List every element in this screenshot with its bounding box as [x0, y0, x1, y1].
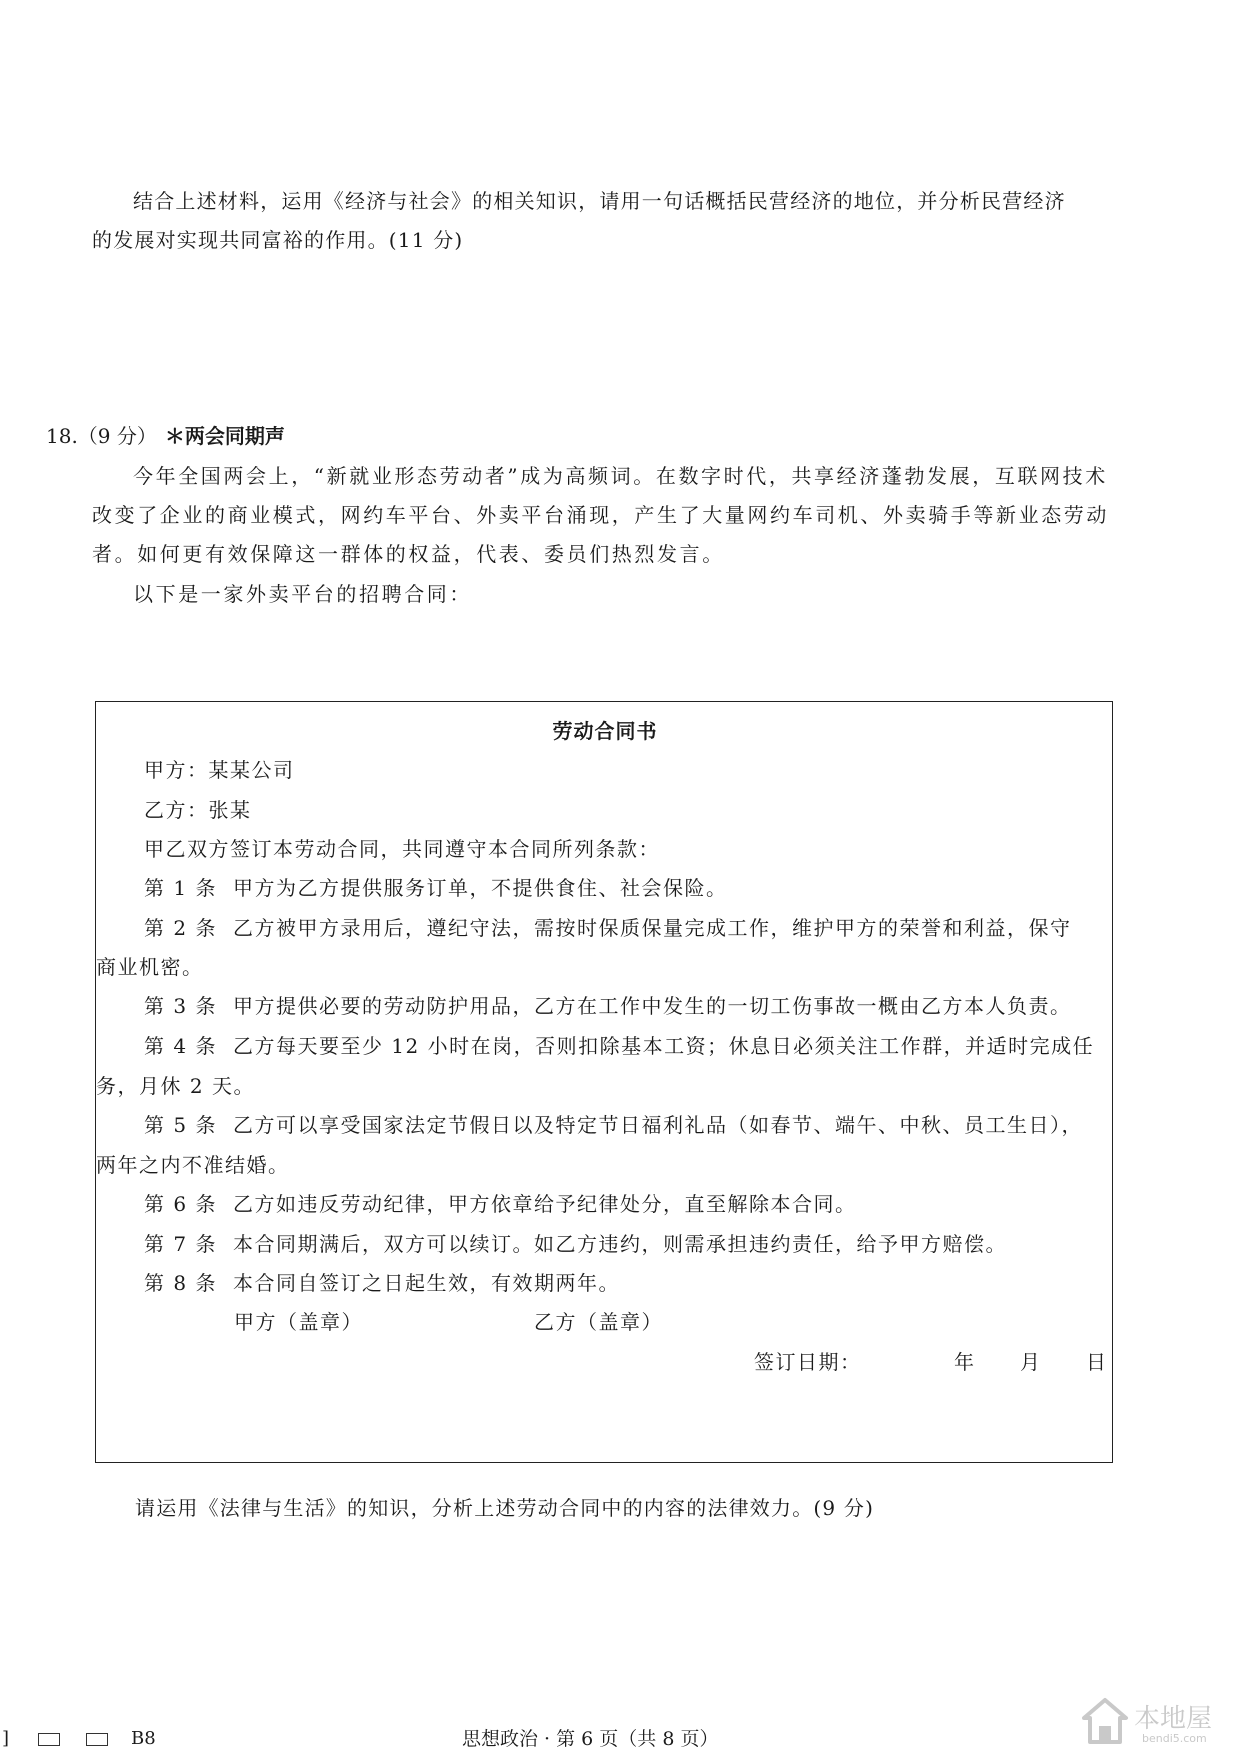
contract-party-a: 甲方：某某公司 — [144, 758, 295, 782]
sign-date-day: 日 — [1086, 1350, 1108, 1374]
q18-number: 18.（9 分） — [46, 424, 157, 448]
sign-date-month: 月 — [1020, 1350, 1042, 1374]
article-number: 第 7 条 — [144, 1232, 217, 1256]
footer-code: B8 — [131, 1728, 156, 1749]
watermark-name: 本地屋 — [1134, 1704, 1213, 1734]
contract-article-8 — [144, 1269, 620, 1297]
article-text: 本合同期满后，双方可以续订。如乙方违约，则需承担违约责任，给予甲方赔偿。 — [232, 1232, 1007, 1256]
sign-date-year: 年 — [954, 1350, 976, 1374]
article-number: 第 5 条 — [144, 1113, 217, 1137]
contract-article-5 — [144, 1111, 1083, 1139]
q17-prompt-line2: 的发展对实现共同富裕的作用。(11 分) — [92, 228, 464, 252]
q18-header — [46, 422, 285, 450]
article-number: 第 6 条 — [144, 1192, 217, 1216]
contract-article-4 — [144, 1032, 1094, 1060]
house-icon — [1080, 1696, 1130, 1746]
q18-para-line2: 改变了企业的商业模式，网约车平台、外卖平台涌现，产生了大量网约车司机、外卖骑手等新业态劳动 — [92, 503, 1109, 527]
contract-article-4-cont: 务，月休 2 天。 — [96, 1074, 255, 1098]
article-text: 乙方被甲方录用后，遵纪守法，需按时保质保量完成工作，维护甲方的荣誉和利益，保守 — [232, 916, 1072, 940]
footer-page-info: 思想政治 · 第 6 页（共 8 页） — [462, 1728, 719, 1750]
contract-article-7 — [144, 1230, 1007, 1258]
contract-article-3 — [144, 992, 1071, 1020]
article-number: 第 3 条 — [144, 994, 217, 1018]
article-text: 乙方如违反劳动纪律，甲方依章给予纪律处分，直至解除本合同。 — [232, 1192, 857, 1216]
answer-box-1 — [38, 1733, 60, 1746]
watermark-url: bendi5.com — [1142, 1732, 1207, 1745]
q18-para-line1: 今年全国两会上，“新就业形态劳动者”成为高频词。在数字时代，共享经济蓬勃发展，互联网技术 — [133, 464, 1108, 488]
article-text: 甲方为乙方提供服务订单，不提供食住、社会保险。 — [232, 876, 728, 900]
q18-question: 请运用《法律与生活》的知识，分析上述劳动合同中的内容的法律效力。(9 分) — [135, 1496, 875, 1520]
sign-date-label: 签订日期： — [754, 1350, 862, 1374]
contract-article-2-cont: 商业机密。 — [96, 955, 204, 979]
seal-party-b: 乙方（盖章） — [534, 1310, 663, 1334]
article-text: 甲方提供必要的劳动防护用品，乙方在工作中发生的一切工伤事故一概由乙方本人负责。 — [232, 994, 1072, 1018]
contract-article-1 — [144, 874, 727, 902]
q17-prompt-line1: 结合上述材料，运用《经济与社会》的相关知识，请用一句话概括民营经济的地位，并分析民营经济 — [133, 189, 1066, 213]
footer-left-mark: ] — [2, 1728, 10, 1749]
contract-article-6 — [144, 1190, 856, 1218]
contract-preamble: 甲乙双方签订本劳动合同，共同遵守本合同所列条款： — [144, 837, 660, 861]
q18-tag: ＊两会同期声 — [164, 424, 285, 448]
watermark — [1080, 1696, 1230, 1750]
q18-intro: 以下是一家外卖平台的招聘合同： — [133, 582, 472, 606]
article-number: 第 2 条 — [144, 916, 217, 940]
article-text: 乙方可以享受国家法定节假日以及特定节日福利礼品（如春节、端午、中秋、员工生日）， — [232, 1113, 1083, 1137]
contract-party-b: 乙方：张某 — [144, 798, 252, 822]
contract-box — [95, 701, 1113, 1463]
contract-article-2 — [144, 914, 1071, 942]
contract-article-5-cont: 两年之内不准结婚。 — [96, 1153, 290, 1177]
contract-title: 劳动合同书 — [552, 719, 658, 743]
article-text: 本合同自签订之日起生效，有效期两年。 — [232, 1271, 620, 1295]
article-text: 乙方每天要至少 12 小时在岗，否则扣除基本工资；休息日必须关注工作群，并适时完成任 — [232, 1034, 1095, 1058]
article-number: 第 4 条 — [144, 1034, 217, 1058]
answer-box-2 — [86, 1733, 108, 1746]
article-number: 第 1 条 — [144, 876, 217, 900]
article-number: 第 8 条 — [144, 1271, 217, 1295]
seal-party-a: 甲方（盖章） — [234, 1310, 363, 1334]
q18-para-line3: 者。如何更有效保障这一群体的权益，代表、委员们热烈发言。 — [92, 542, 725, 566]
